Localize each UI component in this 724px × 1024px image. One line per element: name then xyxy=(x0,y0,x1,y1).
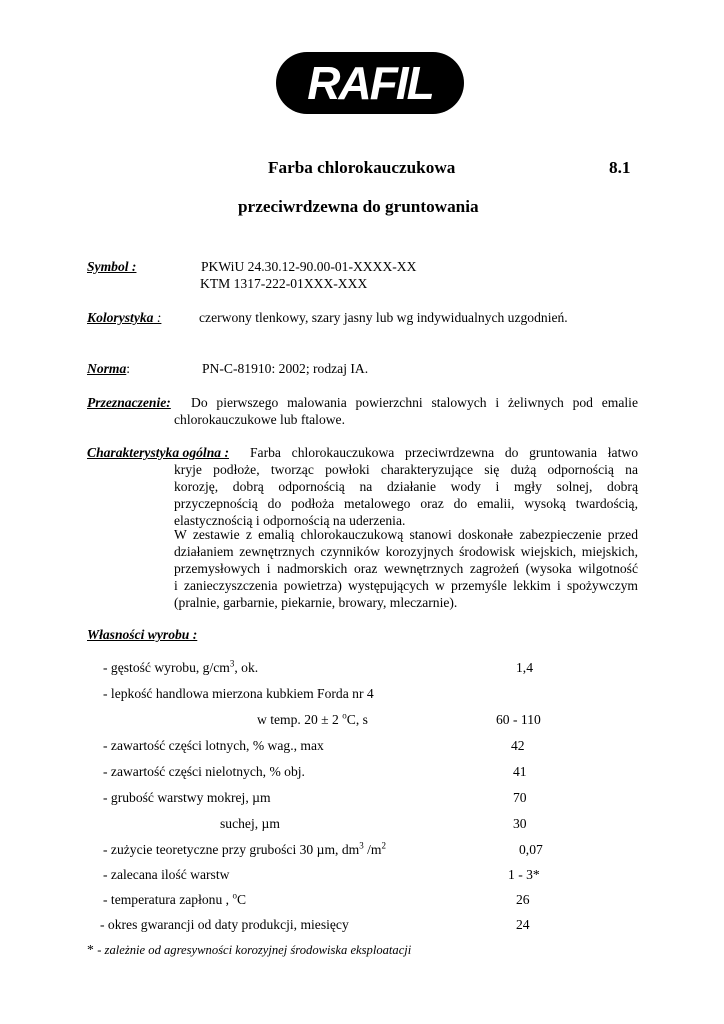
property-value: 42 xyxy=(511,738,525,753)
property-value: 30 xyxy=(513,816,527,831)
charakterystyka-line-10: (pralnie, garbarnie, piekarnie, browary, mleczarnie). xyxy=(174,595,458,610)
kolorystyka-colon: : xyxy=(153,310,162,325)
property-value: 1,4 xyxy=(516,660,533,675)
rafil-logo xyxy=(276,52,464,114)
przeznaczenie-line-2: chlorokauczukowe lub ftalowe. xyxy=(174,412,345,427)
property-value: 70 xyxy=(513,790,527,805)
charakterystyka-line-5: elastycznością i odpornością na uderzenia. xyxy=(174,513,406,528)
symbol-pkwiu: PKWiU 24.30.12-90.00-01-XXXX-XX xyxy=(201,259,417,274)
property-label: - zawartość części nielotnych, % obj. xyxy=(103,764,305,779)
property-value: 26 xyxy=(516,892,530,907)
logo-text: RAFIL xyxy=(307,57,433,109)
property-value: 60 - 110 xyxy=(496,712,541,727)
property-label: suchej, µm xyxy=(220,816,280,831)
property-label: - lepkość handlowa mierzona kubkiem Forda nr 4 xyxy=(103,686,374,701)
property-label: - zużycie teoretyczne przy grubości 30 µm, $dm^3$ $/m^2$ xyxy=(103,840,386,857)
charakterystyka-line-3: korozję, dobrą odpornością na działanie wody i mgły solnej, dobrą xyxy=(174,479,638,494)
charakterystyka-line-4: przyczepnością do podłoża metalowego oraz do emalii, wysoką twardością, xyxy=(174,496,638,511)
przeznaczenie-line-1: Do pierwszego malowania powierzchni stalowych i żeliwnych pod emalie xyxy=(191,395,638,410)
product-number: 8.1 xyxy=(609,158,631,177)
property-label: - okres gwarancji od daty produkcji, miesięcy xyxy=(100,917,349,932)
product-subtitle: przeciwrdzewna do gruntowania xyxy=(238,197,479,216)
wlasnosci-label: Własności wyrobu : xyxy=(87,627,198,642)
property-label: - zalecana ilość warstw xyxy=(103,867,230,882)
footnote-star: * xyxy=(87,942,98,957)
charakterystyka-line-7: działaniem zewnętrznych czynników korozyjnych środowisk wiejskich, miejskich, xyxy=(174,544,638,559)
footnote xyxy=(87,942,411,959)
property-value: 41 xyxy=(513,764,527,779)
kolorystyka-label: Kolorystyka xyxy=(87,310,154,325)
charakterystyka-line-9: i zanieczyszczenia powietrza) występujących w przemyśle lekkim i spożywczym xyxy=(174,578,638,593)
symbol-ktm: KTM 1317-222-01XXX-XXX xyxy=(200,276,368,291)
norma-text: PN-C-81910: 2002; rodzaj IA. xyxy=(202,361,369,376)
property-label: - zawartość części lotnych, % wag., max xyxy=(103,738,324,753)
property-value: 1 - 3* xyxy=(508,867,540,882)
property-label: - grubość warstwy mokrej, µm xyxy=(103,790,271,805)
kolorystyka-heading xyxy=(87,310,161,327)
property-label: - temperatura zapłonu , $^o$C xyxy=(103,890,247,907)
property-value: 24 xyxy=(516,917,530,932)
norma-colon: : xyxy=(126,361,131,376)
norma-heading xyxy=(87,361,130,378)
footnote-text: - zależnie od agresywności korozyjnej środowiska eksploatacji xyxy=(97,943,412,957)
property-value: 0,07 xyxy=(519,842,543,857)
norma-label: Norma xyxy=(87,361,127,376)
charakterystyka-line-2: kryje podłoże, tworząc powłoki charakteryzujące się dużą odpornością na xyxy=(174,462,638,477)
kolorystyka-text: czerwony tlenkowy, szary jasny lub wg indywidualnych uzgodnień. xyxy=(199,310,568,325)
property-label: w temp. 20 ± 2 $^o$C, s xyxy=(257,710,368,727)
charakterystyka-line-8: przemysłowych i nadmorskich oraz wewnętrznych zagrożeń (wysoka wilgotność xyxy=(174,561,638,576)
charakterystyka-label: Charakterystyka ogólna : xyxy=(87,445,229,460)
symbol-label: Symbol : xyxy=(87,259,137,274)
charakterystyka-line-1: Farba chlorokauczukowa przeciwrdzewna do gruntowania łatwo xyxy=(250,445,638,460)
przeznaczenie-label: Przeznaczenie: xyxy=(87,395,171,410)
charakterystyka-line-6: W zestawie z emalią chlorokauczukową stanowi doskonałe zabezpieczenie przed xyxy=(174,527,638,542)
property-label: - gęstość wyrobu, $g/cm^3$, ok. xyxy=(103,658,259,675)
product-title: Farba chlorokauczukowa xyxy=(268,158,456,177)
